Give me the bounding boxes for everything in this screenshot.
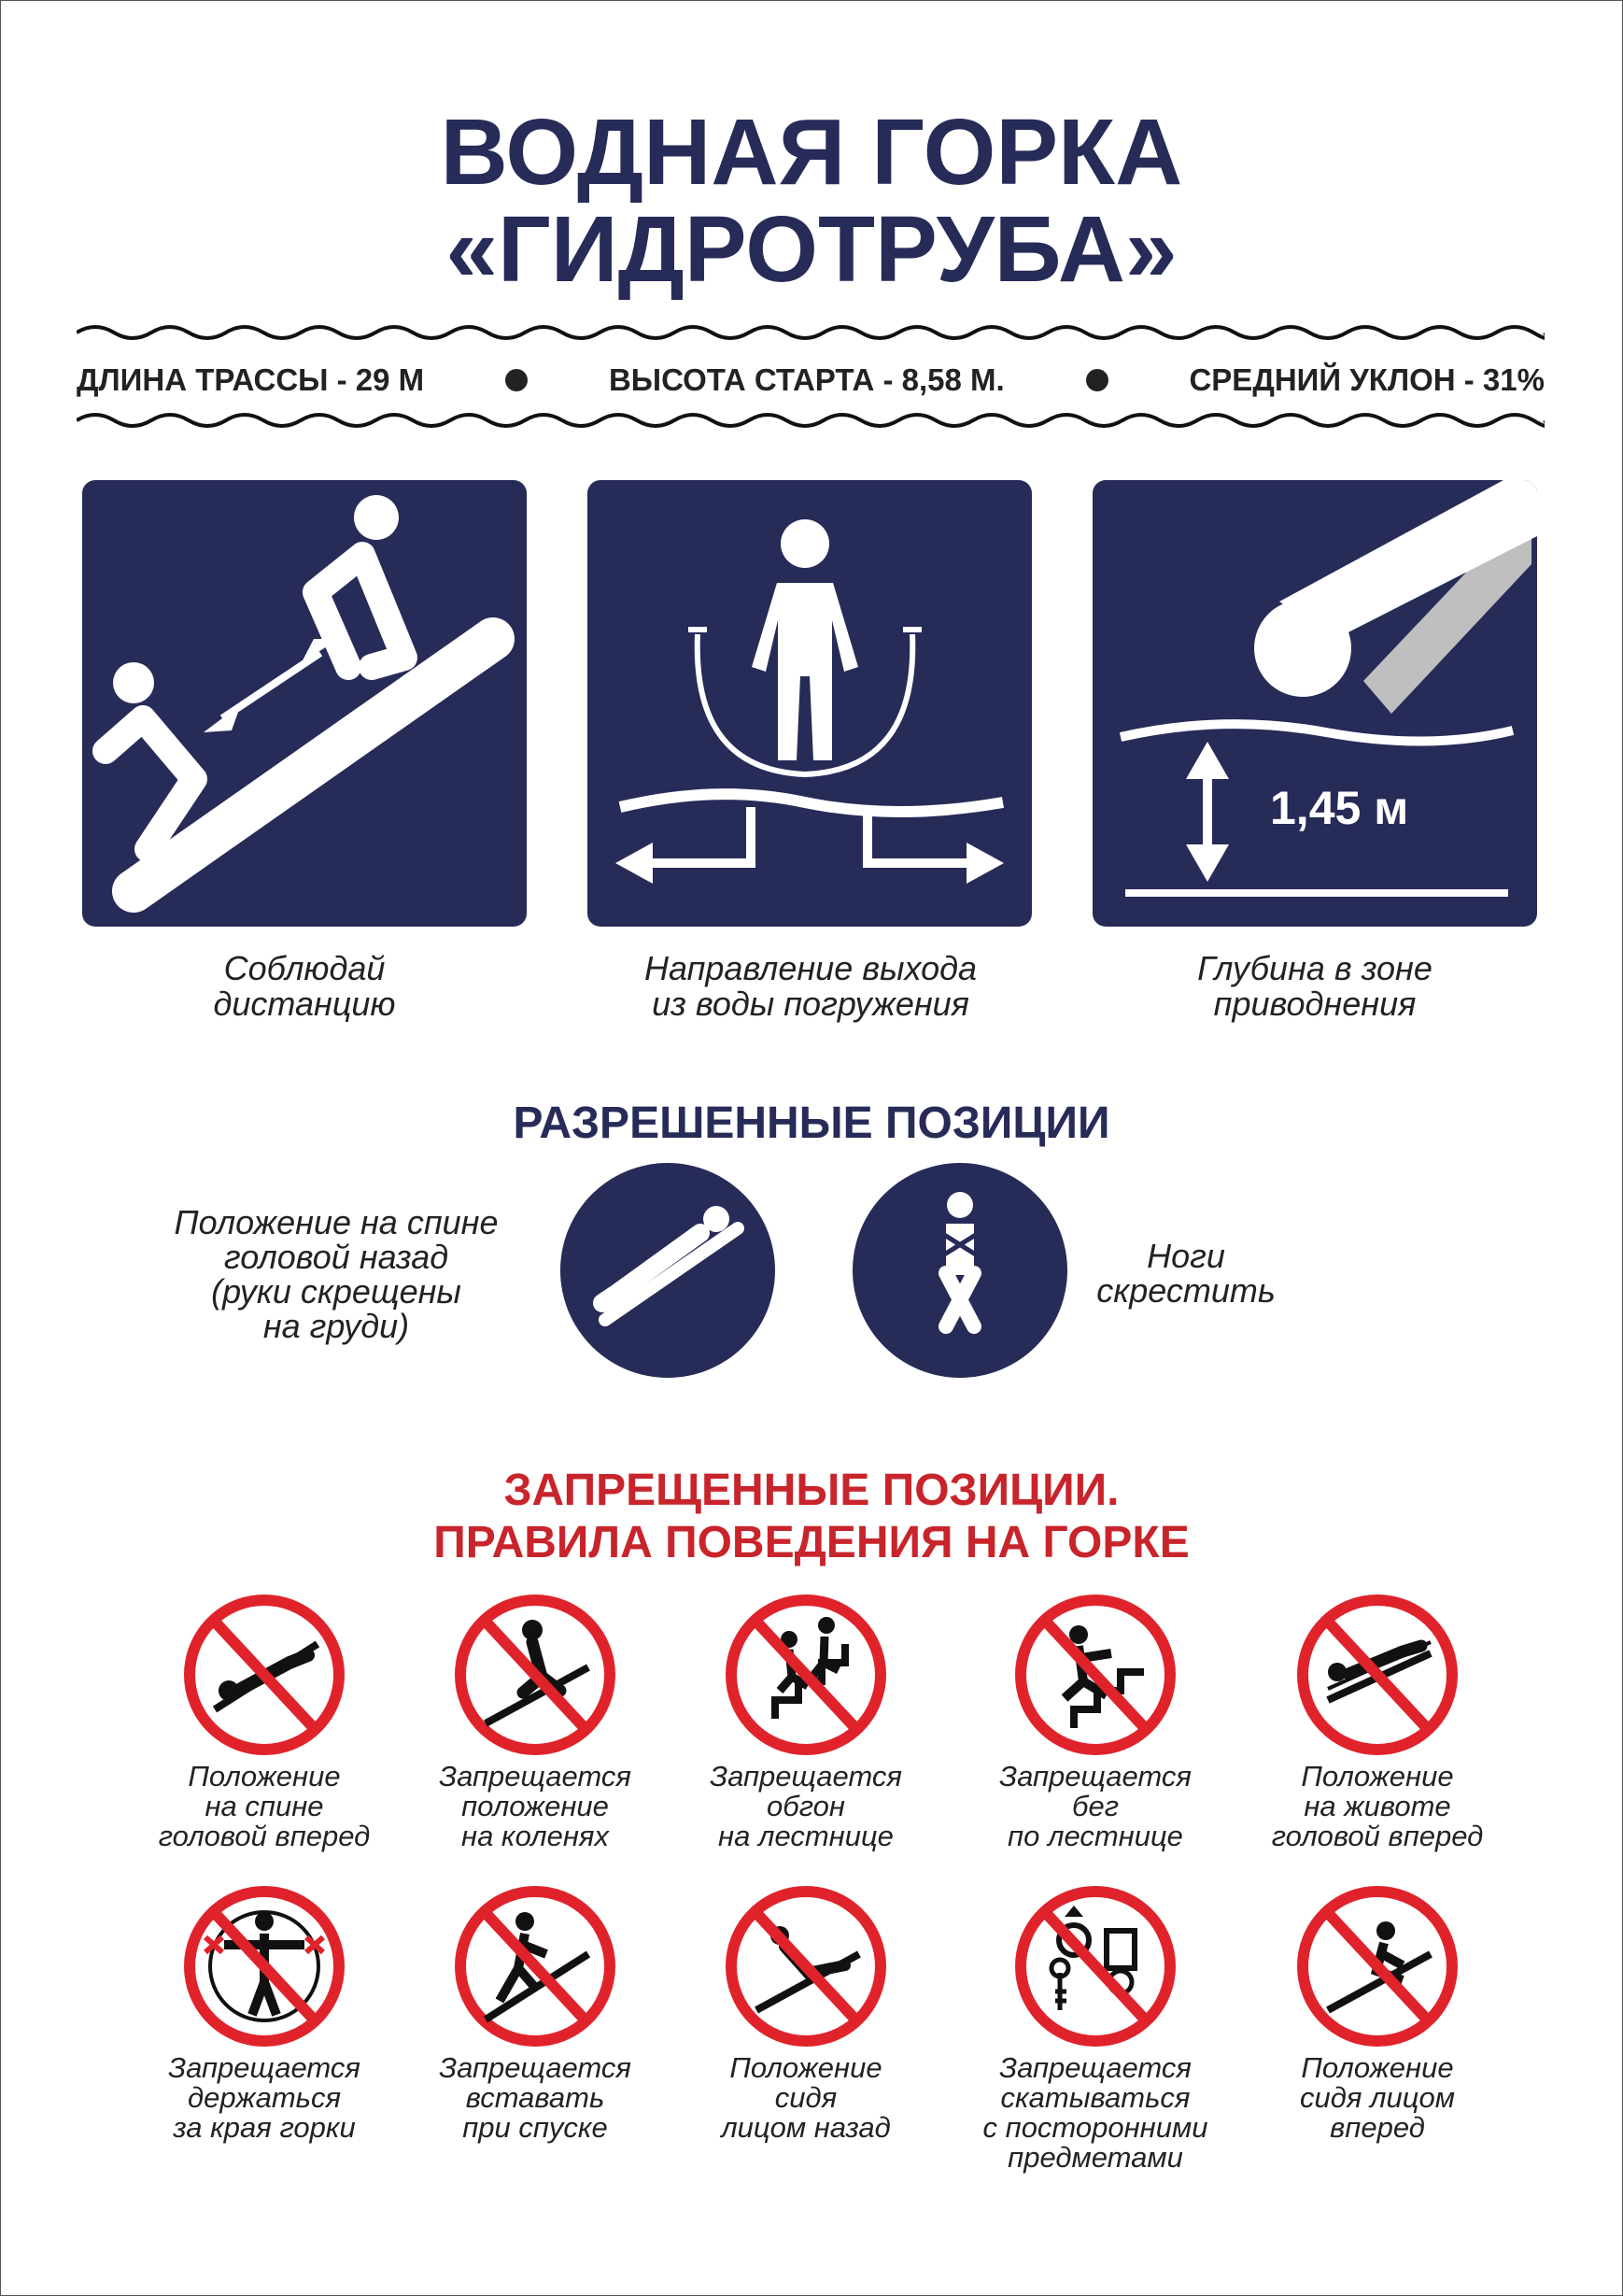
lying-on-back-icon [560, 1163, 775, 1378]
depth-value: 1,45 м [1270, 782, 1409, 834]
bullet-dot [1086, 369, 1108, 391]
caption-line: скатываться [1000, 2081, 1191, 2114]
caption-line: с посторонними [982, 2111, 1208, 2144]
caption-line: положение [461, 1790, 609, 1822]
prohibition-caption [960, 1762, 1231, 1851]
prohibition-caption [400, 1762, 670, 1851]
caption-line: при спуске [462, 2111, 608, 2144]
belly-head-forward-icon [1291, 1588, 1464, 1762]
caption-line: Запрещается [999, 2051, 1192, 2084]
bullet-dot [505, 369, 528, 391]
caption-line: бег [1072, 1790, 1119, 1822]
caption-line: сидя лицом [1300, 2081, 1455, 2114]
caption-line: вперед [1330, 2111, 1425, 2144]
prohibition-caption [670, 1762, 941, 1851]
specs-bar [77, 357, 1545, 404]
allowed-right-text: Ноги скрестить [1096, 1237, 1276, 1310]
top-wave-divider [77, 321, 1545, 344]
caption-line: держаться [187, 2081, 342, 2114]
foreign-objects-icon [1009, 1879, 1182, 2053]
prohibition-caption [1242, 2053, 1513, 2143]
caption-line: Положение [1301, 2051, 1454, 2084]
standing-up-icon [448, 1879, 622, 2053]
keep-distance-icon [82, 480, 527, 927]
exit-direction-caption: Направление выхода из воды погружения [643, 949, 978, 1023]
caption-line: сидя [774, 2081, 838, 2114]
crossed-legs-icon [853, 1163, 1067, 1378]
caption-line: вставать [465, 2081, 605, 2114]
prohibition-caption [129, 1762, 400, 1851]
caption-line: предметами [1008, 2141, 1183, 2174]
prohibition-caption [670, 2053, 941, 2143]
forbidden-heading: ЗАПРЕЩЕННЫЕ ПОЗИЦИИ. ПРАВИЛА ПОВЕДЕНИЯ НА ГОРКЕ [433, 1466, 1190, 1567]
keep-distance-caption: Соблюдай дистанцию [213, 949, 396, 1023]
caption-line: на животе [1304, 1790, 1451, 1822]
depth-caption: Глубина в зоне приводнения [1197, 949, 1432, 1023]
title-line-1: ВОДНАЯ ГОРКА [440, 100, 1183, 205]
caption-line: лицом назад [721, 2111, 891, 2144]
caption-line: по лестнице [1008, 1820, 1183, 1852]
prohibition-caption [400, 2053, 670, 2143]
caption-line: за края горки [173, 2111, 356, 2144]
caption-line: Положение [729, 2051, 882, 2084]
caption-line: головой вперед [1271, 1820, 1484, 1852]
sitting-forward-icon [1291, 1879, 1464, 2053]
caption-line: на спине [205, 1790, 324, 1822]
depth-icon [1093, 480, 1537, 927]
start-height: ВЫСОТА СТАРТА - 8,58 М. [608, 362, 1005, 397]
exit-direction-icon [587, 480, 1032, 927]
caption-line: Запрещается [999, 1760, 1192, 1793]
sitting-backward-icon [719, 1879, 893, 2053]
caption-line: Запрещается [168, 2051, 360, 2084]
prohibition-caption [960, 2053, 1231, 2173]
caption-line: Положение [1301, 1760, 1454, 1793]
kneeling-icon [448, 1588, 622, 1762]
caption-line: Запрещается [710, 1760, 902, 1793]
track-length: ДЛИНА ТРАССЫ - 29 М [77, 362, 425, 397]
back-head-forward-icon [177, 1588, 351, 1762]
caption-line: Положение [188, 1760, 341, 1793]
caption-line: Запрещается [439, 1760, 631, 1793]
prohibition-caption [1242, 1762, 1513, 1851]
caption-line: обгон [767, 1790, 845, 1822]
overtaking-stairs-icon [719, 1588, 893, 1762]
average-slope: СРЕДНИЙ УКЛОН - 31% [1189, 362, 1545, 397]
prohibition-caption [129, 2053, 400, 2143]
allowed-left-text: Положение на спине головой назад (руки скрещены на груди) [174, 1203, 499, 1345]
holding-edges-icon [177, 1879, 351, 2053]
running-stairs-icon [1009, 1588, 1182, 1762]
caption-line: на коленях [461, 1820, 609, 1852]
allowed-heading: РАЗРЕШЕННЫЕ ПОЗИЦИИ [513, 1098, 1110, 1148]
caption-line: Запрещается [439, 2051, 631, 2084]
title-line-2: «ГИДРОТРУБА» [445, 197, 1178, 302]
caption-line: на лестнице [718, 1820, 894, 1852]
caption-line: головой вперед [158, 1820, 371, 1852]
bottom-wave-divider [77, 409, 1545, 432]
